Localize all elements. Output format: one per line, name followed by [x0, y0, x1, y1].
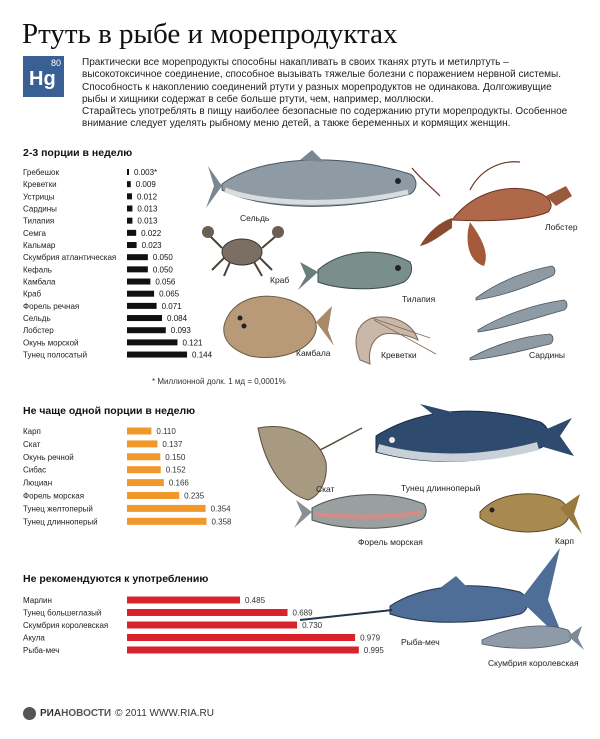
value-label: 0.354 — [210, 504, 231, 514]
value-label: 0.023 — [141, 241, 162, 251]
value-label: 0.050 — [152, 253, 173, 263]
value-label: 0.358 — [211, 517, 232, 527]
herring-illustration — [206, 150, 416, 208]
value-label: 0.144 — [192, 350, 213, 360]
category-label: Окунь речной — [23, 452, 74, 462]
bar — [127, 352, 187, 358]
bar — [127, 492, 179, 499]
category-label: Краб — [23, 289, 42, 299]
intro-paragraph-2: Старайтесь употреблять в пищу наиболее безопасные по содержанию ртути морепродукты. Особенное внимание следует уделять рыбному меню детей, а также беременных и кормящих женщин. — [82, 106, 568, 130]
brand-name: РИАНОВОСТИ — [40, 708, 112, 719]
bar — [127, 291, 154, 297]
category-label: Кальмар — [23, 241, 56, 251]
value-label: 0.003* — [134, 168, 158, 177]
label-herring: Сельдь — [240, 213, 270, 223]
label-skate: Скат — [316, 484, 335, 494]
category-label: Кефаль — [23, 265, 52, 275]
bar — [127, 315, 162, 321]
crab-illustration — [202, 226, 284, 276]
sardines-illustration — [470, 266, 567, 360]
carp-illustration — [480, 494, 582, 534]
label-tilapia: Тилапия — [402, 294, 436, 304]
label-sardines: Сардины — [529, 350, 566, 360]
category-label: Окунь морской — [23, 338, 79, 348]
value-label: 0.013 — [137, 216, 158, 226]
bar — [127, 327, 166, 333]
category-label: Устрицы — [23, 192, 55, 202]
bar — [127, 609, 288, 616]
value-label: 0.022 — [141, 228, 162, 238]
category-label: Карп — [23, 427, 41, 436]
bar — [127, 453, 160, 460]
bar — [127, 303, 157, 309]
category-label: Сибас — [23, 465, 47, 475]
category-label: Скат — [23, 439, 41, 449]
bar — [127, 254, 148, 260]
label-mackerel: Скумбрия королевская — [488, 658, 579, 668]
category-label: Лобстер — [23, 326, 54, 336]
bars-layer — [23, 168, 384, 655]
bar — [127, 634, 355, 641]
value-label: 0.093 — [170, 326, 191, 336]
tilapia-illustration — [298, 252, 412, 290]
trout-illustration — [294, 495, 426, 529]
value-label: 0.071 — [161, 301, 182, 311]
category-label: Тунец большеглазый — [23, 608, 102, 618]
bar — [127, 440, 157, 447]
section-title-low: 2-3 порции в неделю — [23, 147, 133, 159]
bar — [127, 218, 132, 224]
label-carp: Карп — [555, 536, 575, 546]
value-label: 0.065 — [159, 289, 180, 299]
value-label: 0.110 — [156, 427, 176, 436]
bar — [127, 479, 164, 486]
category-label: Семга — [23, 228, 46, 238]
footnote: * Миллионной долк. 1 мд = 0,0001% — [152, 377, 286, 386]
value-label: 0.995 — [363, 646, 384, 655]
intro-paragraph-1: Практически все морепродукты способны накапливать в своих тканях ртуть и метилртуть – высокотоксичное соединение, способное вызывать тяжелые болезни с поражением нервной системы. Способность к накоплению соединений ртути у разных морепродуктов не одинакова. Долгоживущие рыбы и хищники содержат в себе больше ртути, чем, например, моллюски. — [82, 57, 561, 105]
value-label: 0.689 — [292, 608, 313, 618]
category-label: Форель морская — [23, 491, 85, 501]
label-crab: Краб — [270, 275, 290, 285]
bar — [127, 193, 132, 199]
bar — [127, 230, 136, 236]
category-label: Тилапия — [23, 216, 55, 226]
mackerel-illustration — [482, 626, 584, 650]
value-label: 0.050 — [152, 265, 173, 275]
value-label: 0.012 — [137, 192, 158, 202]
bar — [127, 518, 206, 525]
label-flounder: Камбала — [296, 348, 331, 358]
value-label: 0.485 — [245, 596, 266, 605]
value-label: 0.137 — [162, 439, 183, 449]
section-title-mid: Не чаще одной порции в неделю — [23, 405, 196, 417]
bar — [127, 505, 206, 512]
bar — [127, 181, 131, 187]
bar — [127, 339, 177, 345]
category-label: Креветки — [23, 180, 57, 190]
bar — [127, 279, 150, 285]
category-label: Тунец полосатый — [23, 350, 88, 360]
value-label: 0.013 — [137, 204, 158, 214]
value-label: 0.730 — [302, 621, 323, 630]
category-label: Форель речная — [23, 301, 80, 311]
label-swordfish: Рыба-меч — [401, 637, 440, 647]
category-label: Камбала — [23, 277, 56, 287]
bar — [127, 466, 161, 473]
value-label: 0.150 — [165, 452, 186, 462]
category-label: Марлин — [23, 596, 52, 605]
bar — [127, 622, 297, 629]
category-label: Скумбрия королевская — [23, 621, 109, 630]
value-label: 0.152 — [165, 465, 186, 475]
category-label: Тунец длинноперый — [23, 517, 98, 527]
page-title: Ртуть в рыбе и морепродуктах — [22, 18, 398, 50]
bar — [127, 597, 240, 604]
category-label: Люциан — [23, 478, 53, 488]
category-label: Гребешок — [23, 168, 59, 177]
category-label: Скумбрия атлантическая — [23, 253, 117, 263]
value-label: 0.166 — [168, 478, 189, 488]
albacore-illustration — [376, 404, 574, 461]
atomic-number: 80 — [50, 58, 61, 68]
copyright: © 2011 WWW.RIA.RU — [115, 708, 214, 719]
label-lobster: Лобстер — [545, 222, 578, 232]
element-symbol: Hg — [29, 68, 56, 90]
category-label: Акула — [23, 633, 45, 643]
value-label: 0.084 — [167, 314, 188, 324]
bar — [127, 647, 359, 654]
category-label: Сельдь — [23, 314, 51, 324]
bar — [127, 242, 137, 248]
footer — [23, 707, 214, 720]
label-shrimp: Креветки — [381, 350, 417, 360]
value-label: 0.056 — [155, 277, 176, 287]
label-trout: Форель морская — [358, 537, 423, 547]
bar — [127, 206, 132, 212]
value-label: 0.121 — [182, 338, 203, 348]
bar — [127, 266, 148, 272]
ria-logo-icon — [23, 707, 36, 720]
value-label: 0.235 — [184, 491, 205, 501]
label-albacore: Тунец длинноперый — [401, 483, 481, 493]
skate-illustration — [258, 427, 362, 500]
category-label: Рыба-меч — [23, 646, 60, 655]
lobster-illustration — [412, 162, 572, 266]
category-label: Сардины — [23, 204, 57, 214]
value-label: 0.979 — [360, 633, 381, 643]
value-label: 0.009 — [135, 180, 156, 190]
category-label: Тунец желтоперый — [23, 504, 93, 514]
bar — [127, 428, 151, 435]
bar — [127, 169, 129, 175]
section-title-high: Не рекомендуются к употреблению — [23, 573, 209, 585]
